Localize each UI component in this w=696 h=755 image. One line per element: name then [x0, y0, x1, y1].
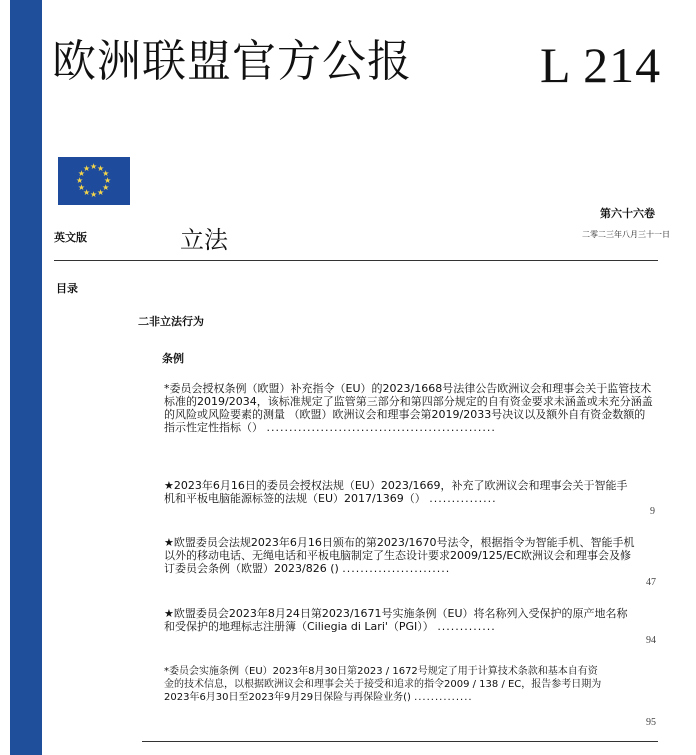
- toc-entry-3[interactable]: [164, 536, 642, 575]
- toc-entry-text: ★欧盟委员会法规2023年6月16日颁布的第2023/1670号法令，根据指令为智能手机、智能手机以外的移动电话、无绳电话和平板电脑制定了生态设计要求2009/125/EC欧洲议会和理事会及修订委员会条例（欧盟）2023/826 (): [164, 536, 635, 575]
- toc-entry-leader: ...................................................: [266, 421, 496, 434]
- footer-divider: [142, 741, 658, 742]
- toc-entry-page: 95: [646, 717, 656, 728]
- toc-entry-page: 47: [646, 577, 656, 588]
- flag-star-icon: ★: [77, 183, 86, 192]
- toc-entry-1[interactable]: [164, 382, 654, 434]
- blue-spine-bar: [10, 0, 42, 755]
- flag-star-icon: ★: [104, 176, 112, 185]
- journal-title: 欧洲联盟官方公报: [52, 36, 412, 87]
- publication-date: 二零二三年八月三十一日: [582, 230, 670, 239]
- section-heading: 立法: [180, 226, 228, 254]
- edition-label: 英文版: [54, 231, 87, 244]
- category-heading: 二非立法行为: [138, 315, 204, 328]
- toc-entry-2[interactable]: [164, 479, 634, 505]
- volume-label: 第六十六卷: [600, 207, 655, 220]
- toc-entry-leader: .............: [437, 620, 496, 633]
- toc-entry-page: 9: [650, 506, 655, 517]
- flag-star-icon: ★: [83, 163, 91, 173]
- flag-star-icon: ★: [83, 188, 91, 198]
- flag-star-icon: ★: [102, 169, 110, 178]
- toc-entry-leader: ........................: [342, 562, 451, 575]
- toc-entry-text: *委员会实施条例（EU）2023年8月30日第2023 / 1672号规定了用于计算技术条款和基本自有资金的技术信息，以根据欧洲议会和理事会关于接受和追求的指令2009 / 138 / EC，报告参考日期为2023年6月30日至2023年9月29日保险与再保险业务(): [164, 666, 602, 703]
- toc-entry-leader: ..............: [414, 692, 473, 703]
- toc-entry-5[interactable]: [164, 665, 604, 704]
- flag-star-icon: ★: [77, 169, 86, 178]
- flag-star-icon: ★: [97, 163, 105, 173]
- header-divider: [54, 260, 658, 261]
- toc-entry-page: 94: [646, 635, 656, 646]
- toc-entry-4[interactable]: [164, 607, 638, 633]
- contents-label: 目录: [56, 282, 78, 295]
- toc-entry-text: ★2023年6月16日的委员会授权法规（EU）2023/1669，补充了欧洲议会和理事会关于智能手机和平板电脑能源标签的法规（EU）2017/1369（）: [164, 479, 628, 505]
- flag-star-icon: ★: [76, 176, 84, 185]
- subcategory-heading: 条例: [162, 352, 184, 365]
- flag-star-icon: ★: [102, 183, 110, 192]
- toc-entry-text: *委员会授权条例（欧盟）补充指令（EU）的2023/1668号法律公告欧洲议会和理事会关于监管技术标准的2019/2034，该标准规定了监管第三部分和第四部分规定的自有资金要求未涵盖或未充分涵盖的风险或风险要素的测量 （欧盟）欧洲议会和理事会第2019/2033号决议以及额外自有资金数额的指示性定性指标（）: [164, 382, 653, 434]
- toc-entry-text: ★欧盟委员会2023年8月24日第2023/1671号实施条例（EU）将名称列入受保护的原产地名称和受保护的地理标志注册簿（Ciliegia di Lari'（PGI））: [164, 607, 628, 633]
- eu-flag-icon: [58, 157, 130, 205]
- toc-entry-leader: ...............: [429, 492, 497, 505]
- flag-star-icon: ★: [97, 188, 105, 198]
- issue-number: L 214: [540, 37, 662, 93]
- flag-star-icon: ★: [90, 190, 98, 199]
- flag-star-icon: ★: [90, 162, 98, 171]
